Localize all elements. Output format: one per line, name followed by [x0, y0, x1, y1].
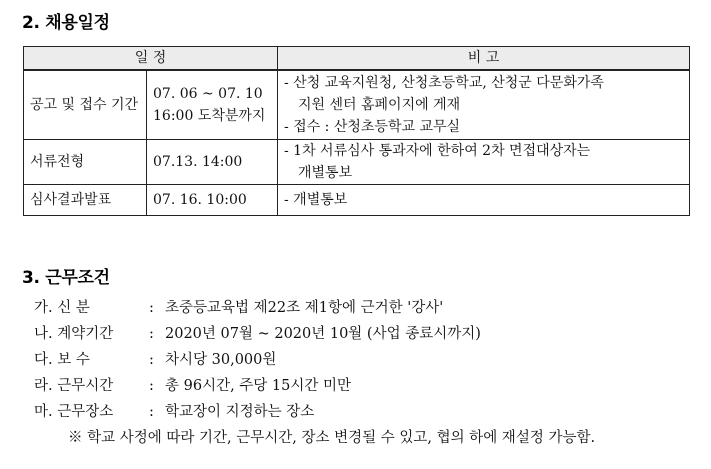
condition-separator: : — [149, 300, 154, 316]
condition-label: 가. 신 분 — [34, 300, 90, 316]
table-row — [24, 140, 690, 185]
row-notes — [278, 140, 690, 185]
note-line: 개별통보 — [298, 165, 353, 181]
row-date — [147, 70, 278, 140]
header-remarks — [278, 47, 690, 71]
list-item — [34, 321, 694, 347]
conditions-list — [34, 295, 694, 451]
table-row — [24, 70, 690, 140]
note-line: - 접수 : 산청초등학교 교무실 — [284, 119, 461, 135]
condition-value: 학교장이 지정하는 장소 — [165, 404, 315, 420]
footnote: ※ 학교 사정에 따라 기간, 근무시간, 장소 변경될 수 있고, 협의 하에 재설정 가능함. — [68, 430, 596, 446]
note-line: 지원 센터 홈페이지에 게재 — [298, 97, 461, 113]
condition-label: 다. 보 수 — [34, 352, 90, 368]
condition-separator: : — [149, 378, 154, 394]
condition-separator: : — [149, 404, 154, 420]
condition-label: 라. 근무시간 — [34, 378, 114, 394]
row-label: 서류전형 — [24, 140, 147, 185]
schedule-table — [23, 46, 690, 216]
condition-value: 차시당 30,000원 — [165, 352, 277, 368]
condition-value: 초중등교육법 제22조 제1항에 근거한 '강사' — [165, 300, 444, 316]
condition-value: 2020년 07월 ~ 2020년 10월 (사업 종료시까지) — [165, 326, 481, 342]
table-row — [24, 185, 690, 216]
condition-value: 총 96시간, 주당 15시간 미만 — [165, 378, 352, 394]
header-schedule — [24, 47, 278, 71]
note-line: - 1차 서류심사 통과자에 한하여 2차 면접대상자는 — [284, 143, 591, 159]
list-item — [34, 347, 694, 373]
table-header-row — [24, 47, 690, 71]
date-line: 07. 06 ~ 07. 10 — [153, 86, 263, 102]
date-line: 16:00 도착분까지 — [153, 108, 266, 124]
condition-label: 나. 계약기간 — [34, 326, 114, 342]
condition-label: 마. 근무장소 — [34, 404, 114, 420]
section-title-conditions: 3. 근무조건 — [22, 268, 110, 288]
row-notes — [278, 70, 690, 140]
row-date: 07. 16. 10:00 — [147, 185, 278, 216]
condition-separator: : — [149, 352, 154, 368]
row-notes — [278, 185, 690, 216]
list-item — [34, 295, 694, 321]
condition-separator: : — [149, 326, 154, 342]
note-line: - 산청 교육지원청, 산청초등학교, 산청군 다문화가족 — [284, 75, 604, 91]
row-date: 07.13. 14:00 — [147, 140, 278, 185]
list-item — [34, 373, 694, 399]
list-item — [34, 399, 694, 425]
note-line: - 개별통보 — [284, 192, 348, 208]
section-title-schedule: 2. 채용일정 — [22, 13, 110, 33]
row-label: 심사결과발표 — [24, 185, 147, 216]
row-label: 공고 및 접수 기간 — [24, 70, 147, 140]
header-schedule-label: 일 정 — [134, 50, 167, 66]
header-remarks-label: 비 고 — [467, 50, 500, 66]
